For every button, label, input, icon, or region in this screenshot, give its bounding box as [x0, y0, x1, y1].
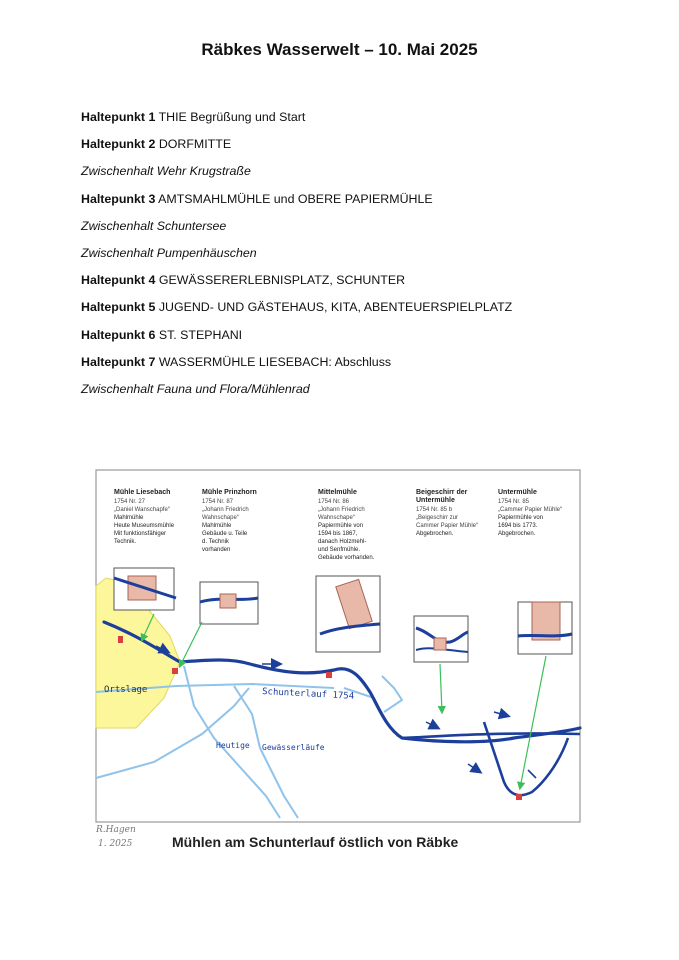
agenda-item-prefix: Haltepunkt 3: [81, 191, 156, 206]
map-caption: Mühlen am Schunterlauf östlich von Räbke: [172, 834, 459, 850]
label-gewaesserlaeufe: Gewässerläufe: [262, 743, 325, 752]
agenda-item: [81, 244, 641, 271]
label-ortslage: Ortslage: [104, 685, 148, 695]
mill-inset-beigeschirr: [414, 616, 468, 662]
mill-inset-mittelmuehle: [316, 576, 380, 652]
page-title: Räbkes Wasserwelt – 10. Mai 2025: [201, 40, 478, 59]
agenda-item-text: ST. STEPHANI: [158, 327, 243, 342]
svg-text:1594 bis 1867,: 1594 bis 1867,: [318, 531, 358, 537]
svg-text:Papiermühle von: Papiermühle von: [318, 523, 364, 529]
svg-text:„Cammer Papier Mühle“: „Cammer Papier Mühle“: [498, 507, 563, 513]
svg-text:Mahlmühle: Mahlmühle: [202, 523, 232, 529]
svg-text:R.Hagen: R.Hagen: [96, 825, 136, 835]
mill-map-figure: [84, 466, 592, 866]
svg-text:Untermühle: Untermühle: [498, 489, 537, 496]
svg-text:1754 Nr. 85: 1754 Nr. 85: [498, 499, 530, 505]
agenda-item: [81, 162, 641, 189]
svg-text:1754 Nr. 87: 1754 Nr. 87: [202, 499, 234, 505]
agenda-item-prefix: Haltepunkt 2: [81, 137, 156, 152]
agenda-item: [81, 353, 641, 380]
svg-text:Mühle Prinzhorn: Mühle Prinzhorn: [202, 489, 257, 496]
svg-text:1754 Nr. 86: 1754 Nr. 86: [318, 499, 350, 505]
svg-text:Cammer Papier Mühle“: Cammer Papier Mühle“: [416, 523, 479, 529]
agenda-item-text: DORFMITTE: [158, 137, 232, 152]
mill-inset-prinzhorn: [200, 582, 258, 624]
agenda-item: [81, 298, 641, 325]
svg-text:Wahnschape“: Wahnschape“: [318, 515, 355, 521]
svg-text:1754 Nr. 27: 1754 Nr. 27: [114, 499, 146, 505]
mill-inset-liesebach: [114, 568, 176, 610]
svg-text:1754 Nr. 85 b: 1754 Nr. 85 b: [416, 507, 453, 513]
agenda-item-prefix: Haltepunkt 5: [81, 300, 156, 315]
svg-text:Mahlmühle: Mahlmühle: [114, 515, 144, 521]
agenda-item: [81, 108, 641, 135]
agenda-item: [81, 271, 641, 298]
agenda-item-text: THIE Begrüßung und Start: [158, 110, 306, 124]
label-heutige: Heutige: [216, 741, 250, 750]
svg-text:1. 2025: 1. 2025: [98, 839, 133, 849]
agenda-item-text: Zwischenhalt Schuntersee: [81, 218, 227, 233]
agenda-item-text: Zwischenhalt Pumpenhäuschen: [81, 245, 257, 260]
svg-text:„Johann Friedrich: „Johann Friedrich: [202, 507, 249, 513]
agenda-item-prefix: Haltepunkt 7: [81, 354, 156, 369]
svg-text:„Johann Friedrich: „Johann Friedrich: [318, 507, 365, 513]
svg-text:d. Technik: d. Technik: [202, 539, 229, 545]
svg-text:Wahnschape“: Wahnschape“: [202, 515, 239, 521]
agenda-item-prefix: Haltepunkt 1: [81, 110, 156, 124]
svg-text:Heute Museumsmühle: Heute Museumsmühle: [114, 523, 175, 529]
agenda-item-text: Zwischenhalt Fauna und Flora/Mühlenrad: [81, 381, 310, 396]
svg-text:Gebäude vorhanden.: Gebäude vorhanden.: [318, 555, 375, 561]
svg-text:Abgebrochen.: Abgebrochen.: [416, 531, 454, 537]
agenda-item-text: Zwischenhalt Wehr Krugstraße: [81, 164, 251, 179]
agenda-item-text: GEWÄSSERERLEBNISPLATZ, SCHUNTER: [158, 273, 406, 288]
svg-text:vorhanden: vorhanden: [202, 547, 231, 553]
svg-text:„Beigeschirr zur: „Beigeschirr zur: [416, 515, 459, 521]
svg-text:1694 bis 1773.: 1694 bis 1773.: [498, 523, 538, 529]
agenda-item: [81, 380, 641, 407]
agenda-item-prefix: Haltepunkt 4: [81, 273, 156, 288]
svg-text:Mit funktionsfähiger: Mit funktionsfähiger: [114, 531, 167, 537]
svg-text:Beigeschirr der: Beigeschirr der: [416, 489, 468, 496]
agenda-item-prefix: Haltepunkt 6: [81, 327, 156, 342]
agenda-item-text: JUGEND- UND GÄSTEHAUS, KITA, ABENTEUERSPIELPLATZ: [158, 300, 513, 315]
signature: [95, 825, 136, 849]
svg-text:danach Holzmehl-: danach Holzmehl-: [318, 539, 367, 545]
svg-text:und Senfmühle.: und Senfmühle.: [318, 547, 361, 553]
agenda-item: [81, 217, 641, 244]
svg-text:Gebäude u. Teile: Gebäude u. Teile: [202, 531, 248, 537]
agenda-item-text: WASSERMÜHLE LIESEBACH: Abschluss: [158, 354, 392, 369]
agenda-list: [81, 108, 641, 407]
label-schunterlauf: Schunterlauf 1754: [261, 687, 355, 702]
agenda-item: [81, 326, 641, 353]
mill-inset-untermuehle: [518, 602, 572, 654]
svg-text:Papiermühle von: Papiermühle von: [498, 515, 544, 521]
svg-text:Technik.: Technik.: [114, 539, 137, 545]
svg-text:„Daniel Wanschapfe“: „Daniel Wanschapfe“: [114, 507, 170, 513]
agenda-item: [81, 135, 641, 162]
svg-text:Mittelmühle: Mittelmühle: [318, 489, 357, 496]
agenda-item-text: AMTSMAHLMÜHLE und OBERE PAPIERMÜHLE: [158, 191, 433, 206]
svg-text:Untermühle: Untermühle: [416, 497, 455, 504]
svg-text:Mühle Liesebach: Mühle Liesebach: [114, 489, 171, 496]
svg-text:Abgebrochen.: Abgebrochen.: [498, 531, 536, 537]
agenda-item: [81, 190, 641, 217]
